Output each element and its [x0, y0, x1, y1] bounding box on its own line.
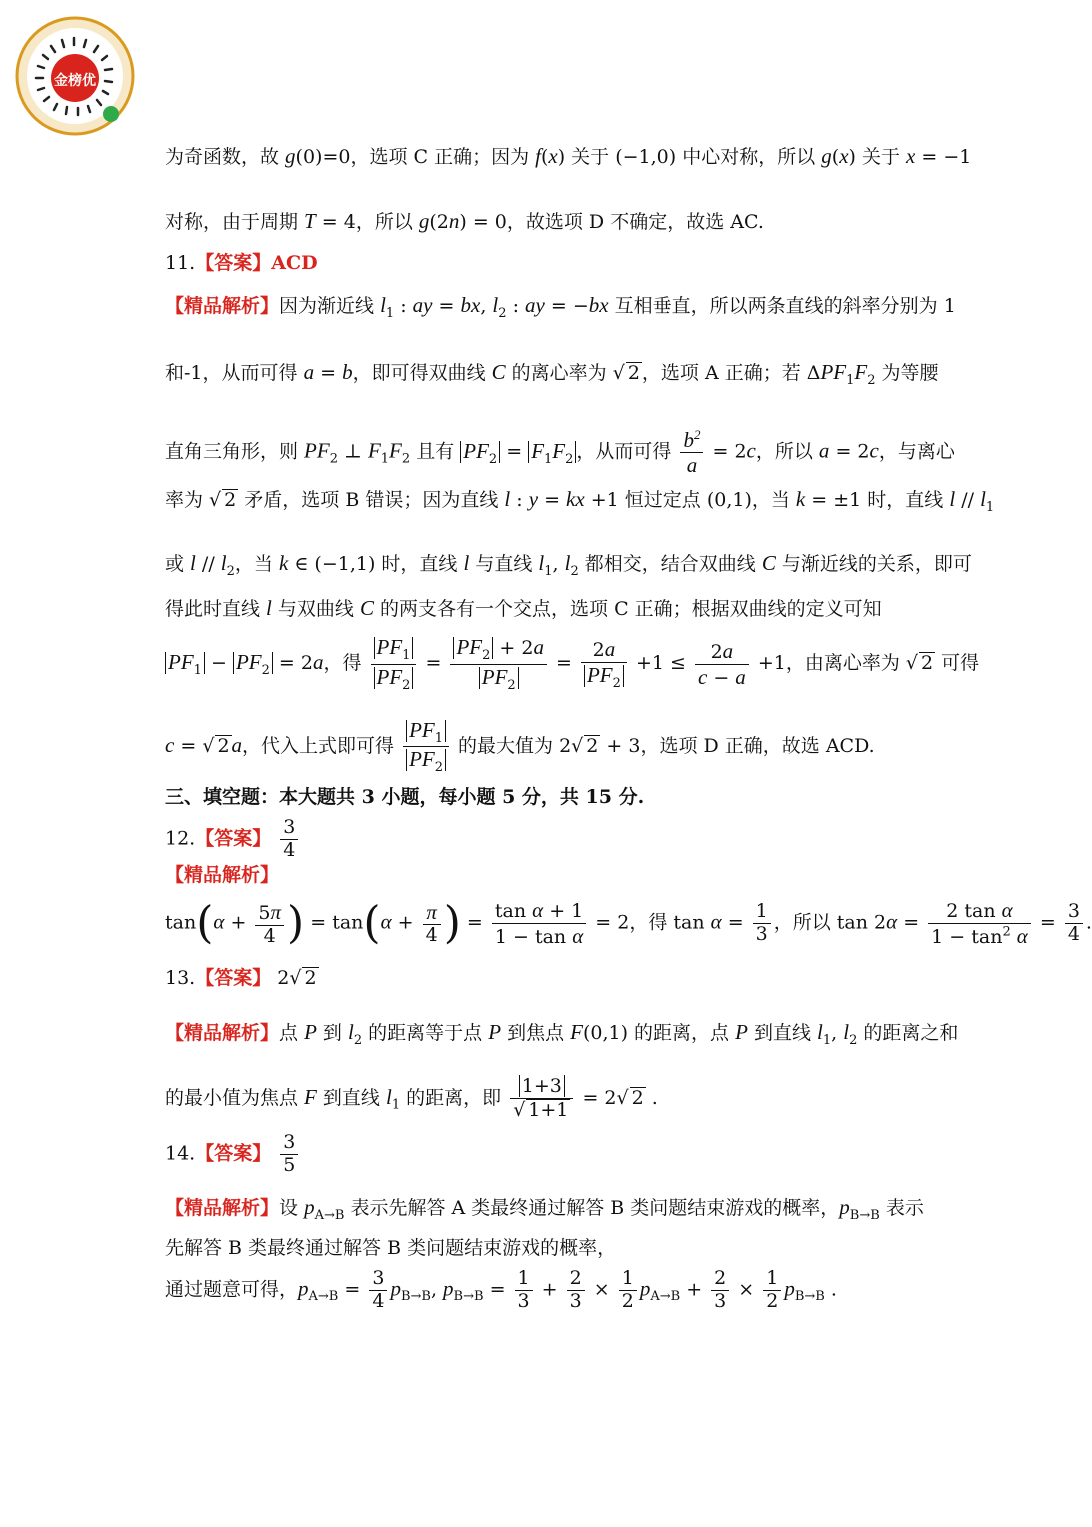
logo: [8, 6, 138, 138]
formula-line: tan(α + $\frac{5\pi}{4}$ ) = tan(α + $\frac{\pi}{4}$ ) = $\frac{\text{tan α + 1}}{\text{1 − tan α}}$ = 2，得 tan α = $\frac{1}{3}$ ，所以 tan 2α = $\frac{\text{2 tan α}}{1 - \tan^2 \alpha}$ = $\frac{3}{4}$ .: [165, 897, 1092, 949]
paragraph-line: 【精品解析】点 P 到 $l_2$ 的距离等于点 P 到焦点 F(0,1) 的距离，点 P 到直线 $l_1$, $l_2$ 的距离之和: [165, 1019, 959, 1048]
answer-heading: 12.【答案】 $\frac{3}{4}$: [165, 817, 925, 862]
formula-line: 的最小值为焦点 F 到直线 $l_1$ 的距离，即 $\frac{1+3}{√ 1+1}$ = 2√ 2 .: [165, 1075, 658, 1122]
answer-heading: 13.【答案】 2√ 2: [165, 967, 317, 990]
answer-heading: 11.【答案】ACD: [165, 252, 318, 275]
svg-text:金榜优: 金榜优: [54, 73, 96, 89]
logo-seal-icon: [8, 6, 138, 138]
paragraph-line: 率为 √ 2 矛盾，选项 B 错误；因为直线 l : y = kx +1 恒过定点 (0,1)，当 k = ±1 时，直线 l // $l_1$: [165, 487, 995, 516]
paragraph-line: 直角三角形，则 $PF_2$ ⊥ $F_1F_2$ 且有 $PF_2 = F_1F_2$ ，从而可得 $\frac{b^2}{a}$ = 2c，所以 a = 2c，与离心: [165, 426, 955, 478]
paragraph-line: 对称，由于周期 T = 4，所以 g(2n) = 0，故选项 D 不确定，故选 AC.: [165, 209, 764, 234]
formula-line: c = √ 2a，代入上式即可得 $\frac{PF_1}{PF_2}$ 的最大值为 2√ 2 + 3，选项 D 正确，故选 ACD.: [165, 717, 875, 776]
paragraph-line: 为奇函数，故 g(0)=0，选项 C 正确；因为 f(x) 关于 (−1,0) 中心对称，所以 g(x) 关于 x = −1: [165, 144, 972, 168]
paragraph-line: 得此时直线 l 与双曲线 C 的两支各有一个交点，选项 C 正确；根据双曲线的定义可知: [165, 596, 882, 621]
paragraph-line: 【精品解析】因为渐近线 $l_1$ : ay = bx, $l_2$ : ay = −bx 互相垂直，所以两条直线的斜率分别为 1: [165, 293, 956, 321]
paragraph-line: 和-1，从而可得 a = b，即可得双曲线 C 的离心率为 √ 2 ，选项 A 正确；若 $\Delta PF_1F_2$ 为等腰: [165, 359, 939, 388]
section-heading: 三、填空题：本大题共 3 小题，每小题 5 分，共 15 分.: [165, 786, 645, 809]
paragraph-line: 【精品解析】设 $p_{A\to B}$ 表示先解答 A 类最终通过解答 B 类问题结束游戏的概率，$p_{B\to B}$ 表示: [165, 1194, 924, 1223]
formula-line: 通过题意可得，$p_{A\to B}$ = $\frac{3}{4}$ $p_{B\to B}$, $p_{B\to B}$ = $\frac{1}{3}$ + $\frac{2}{3}$ × $\frac{1}{2}$ $p_{A\to B}$ + $\frac{2}{3}$ × $\frac{1}{2}$ $p_{B\to B}$ .: [165, 1266, 837, 1312]
paragraph-line: 或 l // $l_2$，当 k ∈ (−1,1) 时，直线 l 与直线 $l_1$, $l_2$ 都相交，结合双曲线 C 与渐近线的关系，即可: [165, 550, 972, 579]
document-page: [165, 138, 1092, 1312]
answer-heading: 【精品解析】: [165, 863, 280, 886]
formula-line: $PF_1 - PF_2 = 2a$，得 $\frac{PF_1}{PF_2}$ = $\frac{PF_2 + 2a}{PF_2}$ = $\frac{2a}{PF_2}$ +1 ≤ $\frac{2a}{c - a}$ +1，由离心率为 √ 2 可得: [165, 635, 925, 693]
answer-heading: 14.【答案】 $\frac{3}{5}$: [165, 1132, 925, 1177]
paragraph-line: 先解答 B 类最终通过解答 B 类问题结束游戏的概率，: [165, 1237, 617, 1260]
